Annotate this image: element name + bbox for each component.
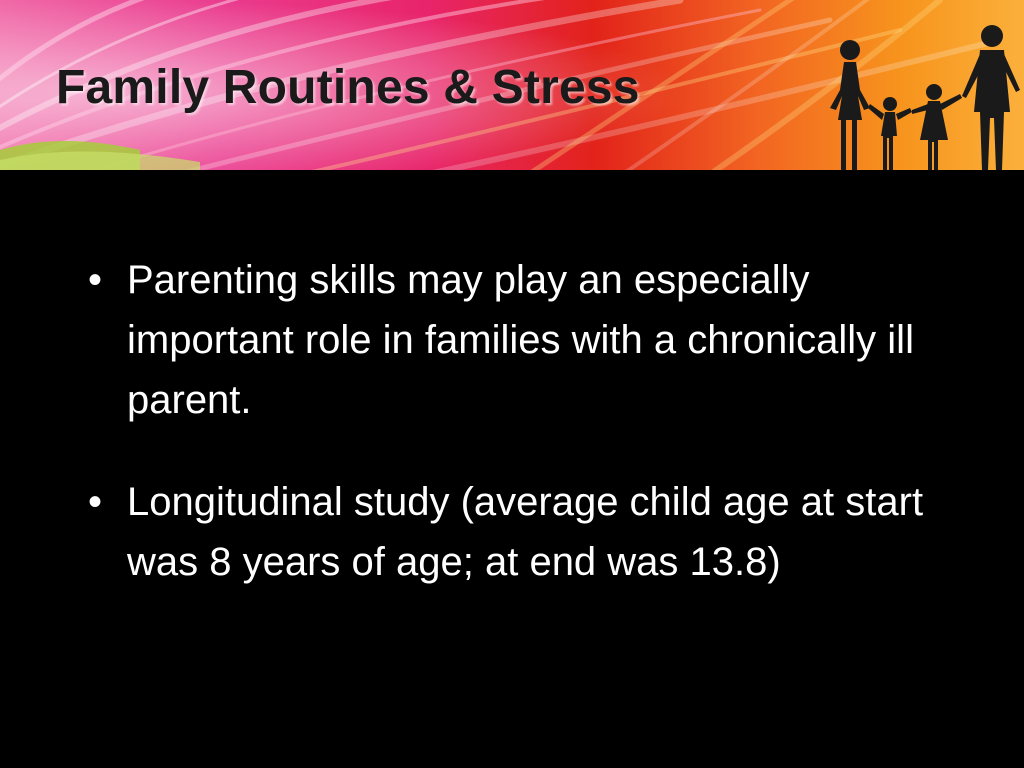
header-banner — [0, 0, 1024, 170]
bullet-list — [88, 250, 948, 592]
bullet-text: Parenting skills may play an especially important role in families with a chronically ill parent. — [127, 258, 914, 422]
bullet-dot-icon: • — [88, 258, 103, 302]
bullet-item — [88, 250, 948, 430]
bullet-dot-icon: • — [88, 480, 103, 524]
family-silhouette-icon — [824, 0, 1024, 170]
bullet-text: Longitudinal study (average child age at start was 8 years of age; at end was 13.8) — [127, 480, 924, 584]
bullet-item — [88, 472, 948, 592]
slide-title: Family Routines & Stress — [56, 61, 640, 114]
